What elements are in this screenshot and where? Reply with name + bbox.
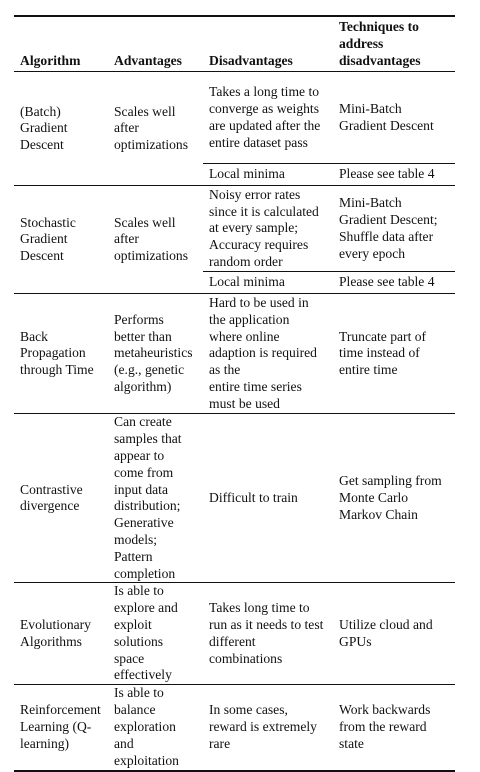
- advantages-text: Scales well after optimizations: [114, 214, 189, 264]
- cell-advantages: [108, 72, 203, 186]
- disadvantage-text: Difficult to train: [209, 489, 298, 505]
- disadvantage-text: Local minima: [209, 166, 285, 182]
- header-algorithm: Algorithm: [14, 16, 108, 72]
- technique-text: Truncate part of time instead of entire time: [339, 328, 427, 378]
- header-row: [14, 16, 455, 72]
- disadvantage-text: Takes a long time to converge as weights are updated after the entire dataset pass: [209, 84, 321, 150]
- cell-advantages: [108, 414, 203, 583]
- cell-technique: [333, 414, 455, 583]
- cell-advantages: [108, 685, 203, 771]
- cell-technique: [333, 72, 455, 164]
- cell-disadvantage: [203, 294, 333, 414]
- cell-technique: [333, 294, 455, 414]
- advantages-text: Can create samples that appear to come from input data distribution; Generative models; Pattern completion: [114, 414, 182, 581]
- advantages-text: Scales well after optimizations: [114, 103, 189, 153]
- cell-disadvantage: [203, 685, 333, 771]
- cell-disadvantage: [203, 583, 333, 685]
- cell-algorithm: [14, 583, 108, 685]
- technique-text: Work backwards from the reward state: [339, 702, 431, 751]
- disadvantage-text: In some cases, reward is extremely rare: [209, 702, 317, 751]
- cell-disadvantage: [203, 72, 333, 164]
- algorithms-table: [14, 15, 455, 772]
- technique-text: Mini-Batch Gradient Descent: [339, 101, 434, 133]
- algorithm-name: Stochastic Gradient Descent: [20, 214, 76, 264]
- cell-disadvantage: [203, 186, 333, 272]
- cell-algorithm: [14, 186, 108, 294]
- advantages-text: Performs better than metaheuristics (e.g., genetic algorithm): [114, 311, 193, 395]
- technique-text: Get sampling from Monte Carlo Markov Chain: [339, 473, 442, 522]
- disadvantage-text: Takes long time to run as it needs to test different combinations: [209, 600, 324, 666]
- cell-algorithm: [14, 294, 108, 414]
- cell-advantages: [108, 583, 203, 685]
- header-advantages: Advantages: [108, 16, 203, 72]
- algorithm-name: Evolutionary Algorithms: [20, 616, 91, 649]
- cell-technique: [333, 186, 455, 272]
- cell-technique: [333, 685, 455, 771]
- algorithm-name: Back Propagation through Time: [20, 328, 94, 378]
- disadvantage-text: Noisy error rates since it is calculated at every sample; Accuracy requires random order: [209, 186, 319, 270]
- advantages-text: Is able to explore and exploit solutions space effectively: [114, 583, 178, 683]
- algorithm-name: Reinforcement Learning (Q- learning): [20, 702, 101, 751]
- cell-disadvantage: [203, 414, 333, 583]
- disadvantage-text: Local minima: [209, 274, 285, 290]
- comparison-table: [14, 15, 455, 772]
- cell-technique: [333, 583, 455, 685]
- table-row: [14, 72, 455, 164]
- advantages-text: Is able to balance exploration and exploitation: [114, 685, 179, 768]
- cell-advantages: [108, 294, 203, 414]
- table-row: [14, 583, 455, 685]
- technique-text: Please see table 4: [339, 166, 435, 182]
- table-row: [14, 294, 455, 414]
- table-body: [14, 72, 455, 771]
- technique-text: Mini-Batch Gradient Descent; Shuffle data after every epoch: [339, 195, 438, 261]
- cell-disadvantage: [203, 164, 333, 186]
- cell-algorithm: [14, 72, 108, 186]
- cell-algorithm: [14, 414, 108, 583]
- header-disadvantages: Disadvantages: [203, 16, 333, 72]
- header-techniques: Techniques to address disadvantages: [333, 16, 455, 72]
- cell-disadvantage: [203, 272, 333, 294]
- table-header: [14, 16, 455, 72]
- technique-text: Utilize cloud and GPUs: [339, 616, 433, 649]
- technique-text: Please see table 4: [339, 274, 435, 290]
- disadvantage-text: Hard to be used in the application where online adaption is required as the entire time series must be used: [209, 295, 317, 411]
- cell-algorithm: [14, 685, 108, 771]
- algorithm-name: (Batch) Gradient Descent: [20, 103, 68, 153]
- table-row: [14, 186, 455, 272]
- table-row: [14, 414, 455, 583]
- cell-technique: [333, 164, 455, 186]
- table-row: [14, 685, 455, 771]
- algorithm-name: Contrastive divergence: [20, 481, 83, 514]
- cell-advantages: [108, 186, 203, 294]
- cell-technique: [333, 272, 455, 294]
